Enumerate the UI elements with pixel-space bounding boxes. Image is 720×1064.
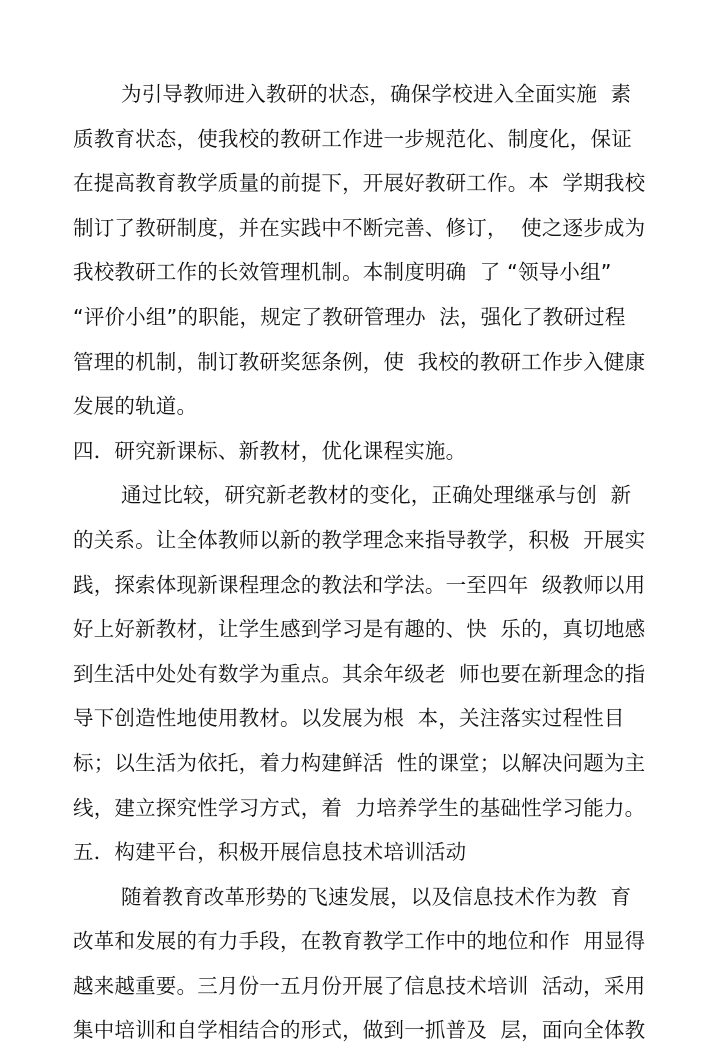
document-body: [73, 72, 653, 1053]
paragraph-line: 标；以生活为依托，着力构建鲜活 性的课堂；以解决问题为主: [73, 750, 646, 775]
paragraph-line: 为引导教师进入教研的状态，确保学校进入全面实施 素: [121, 82, 632, 106]
paragraph-line: 践，探索体现新课程理念的教法和学法。一至四年 级教师以用: [73, 572, 646, 597]
paragraph-line: 越来越重要。三月份一五月份开展了信息技术培训 活动，采用: [73, 973, 646, 998]
section-heading: 四．研究新课标、新教材，优化课程实施。: [73, 438, 467, 463]
paragraph-line: 线，建立探究性学习方式，着 力培养学生的基础性学习能力。: [73, 795, 646, 820]
paragraph-line: 导下创造性地使用教材。以发展为根 本，关注落实过程性目: [73, 706, 625, 731]
paragraph-line: 发展的轨道。: [73, 394, 198, 419]
paragraph-line: 集中培训和自学相结合的形式，做到一抓普及 层，面向全体教: [73, 1018, 646, 1043]
paragraph-line: 管理的机制，制订教研奖惩条例，使 我校的教研工作步入健康: [73, 349, 646, 374]
paragraph-line: 质教育状态，使我校的教研工作进一步规范化、制度化，保证: [73, 126, 632, 151]
paragraph-line: 在提高教育教学质量的前提下，开展好教研工作。本 学期我校: [73, 171, 646, 196]
paragraph-line: 的关系。让全体教师以新的教学理念来指导教学，积极 开展实: [73, 527, 646, 552]
paragraph-line: 好上好新教材，让学生感到学习是有趣的、快 乐的，真切地感: [73, 617, 646, 642]
paragraph-line: 我校教研工作的长效管理机制。本制度明确 了 “领导小组”: [73, 260, 612, 285]
section-heading: 五．构建平台，积极开展信息技术培训活动: [73, 840, 467, 865]
paragraph-line: 制订了教研制度，并在实践中不断完善、修订， 使之逐步成为: [73, 215, 646, 240]
paragraph-line: 通过比较，研究新老教材的变化，正确处理继承与创 新: [121, 483, 632, 508]
paragraph-line: 随着教育改革形势的飞速发展，以及信息技术作为教 育: [121, 884, 632, 909]
paragraph-line: 到生活中处处有数学为重点。其余年级老 师也要在新理念的指: [73, 661, 646, 686]
paragraph-line: “评价小组”的职能，规定了教研管理办 法，强化了教研过程: [73, 304, 626, 329]
paragraph-line: 改革和发展的有力手段，在教育教学工作中的地位和作 用显得: [73, 929, 646, 954]
